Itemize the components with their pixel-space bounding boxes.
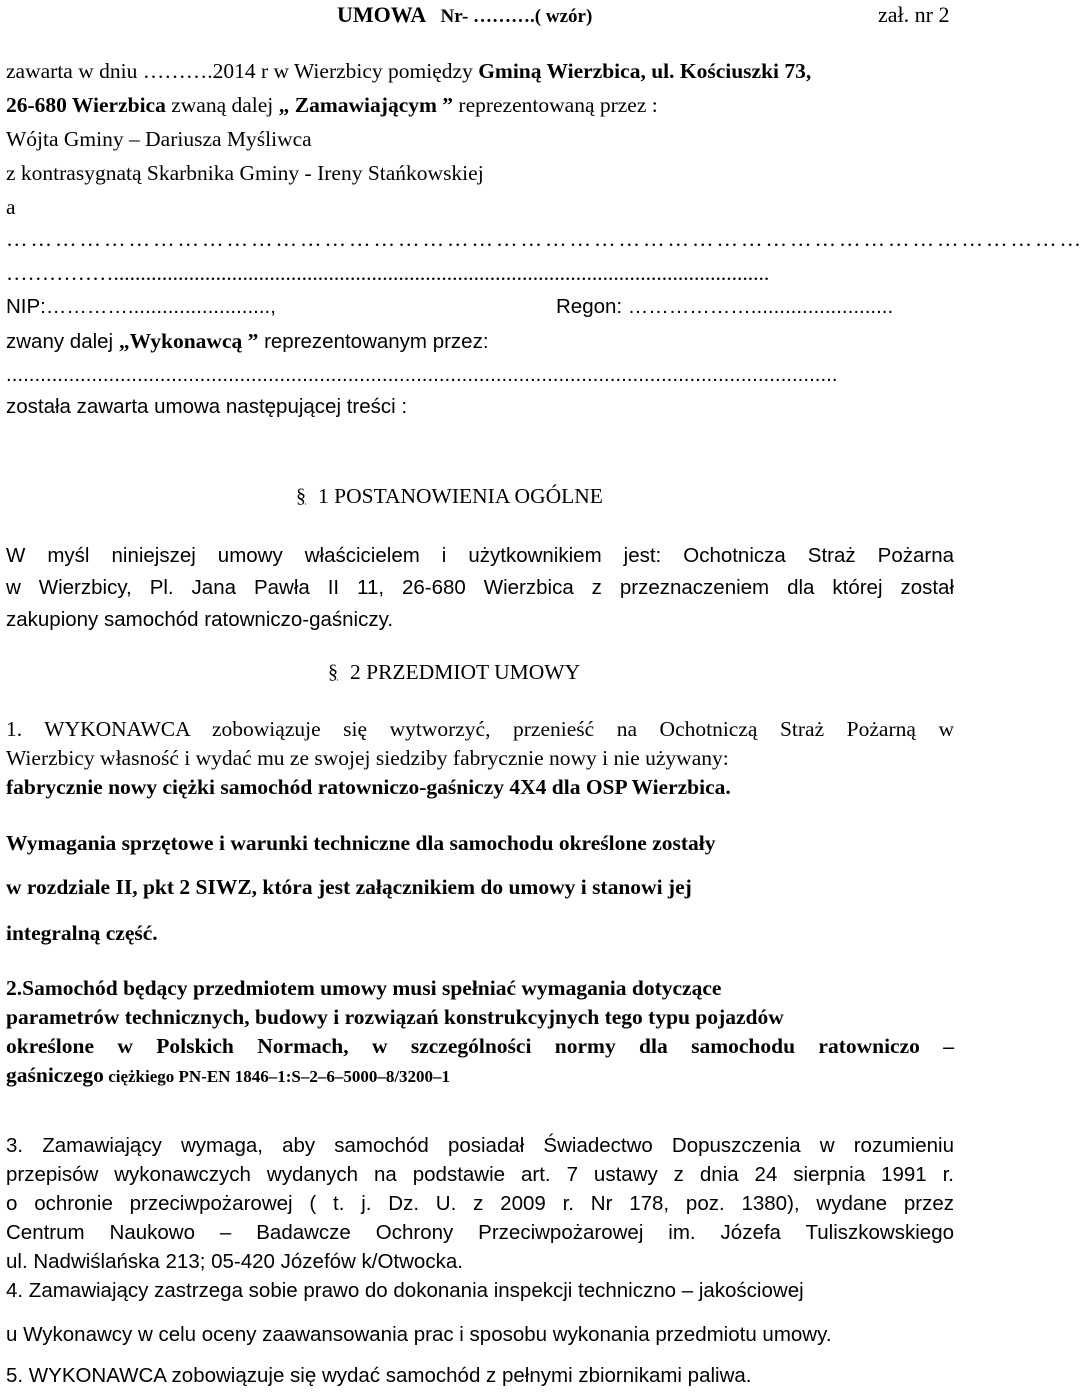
item-2-line-2: parametrów technicznych, budowy i rozwiązań konstrukcyjnych tego typu pojazdów [6,1005,784,1029]
parties-line-3: Wójta Gminy – Dariusza Myśliwca [6,127,312,151]
item-3-line-1: 3. Zamawiający wymaga, aby samochód posiadał Świadectwo Dopuszczenia w rozumieniu [6,1134,954,1157]
section-1-line-2: w Wierzbicy, Pl. Jana Pawła II 11, 26-680 Wierzbica z przeznaczeniem dla której został [6,576,954,599]
dots-line-2: …………….......................................................................................................................... [6,261,770,285]
regon-label: Regon: ………………......................... [556,295,894,318]
item-2-line-4: gaśniczego ciężkiego PN-EN 1846–1:S–2–6–5000–8/3200–1 [6,1063,451,1087]
item-3-line-3: o ochronie przeciwpożarowej ( t. j. Dz. U. z 2009 r. Nr 178, poz. 1380), wydane przez [6,1192,954,1215]
dots-line-3: .................................................................................................................................................. [6,363,838,386]
intro-line: została zawarta umowa następującej treści : [6,395,408,418]
parties-line-1: zawarta w dniu ……….2014 r w Wierzbicy pomiędzy Gminą Wierzbica, ul. Kościuszki 73, [6,59,812,83]
section-2-title: 2 PRZEDMIOT UMOWY [350,660,581,684]
item-4-line-1: 4. Zamawiający zastrzega sobie prawo do dokonania inspekcji techniczno – jakościowej [6,1279,804,1302]
item-5-line-1: 5. WYKONAWCA zobowiązuje się wydać samochód z pełnymi zbiornikami paliwa. [6,1364,752,1387]
attachment-label: zał. nr 2 [878,2,950,27]
item-2-line-3: określone w Polskich Normach, w szczególności normy dla samochodu ratowniczo – [6,1034,954,1058]
requirements-line-3: integralną część. [6,921,158,945]
item-2-line-1: 2.Samochód będący przedmiotem umowy musi spełniać wymagania dotyczące [6,976,722,1000]
item-1-line-3: fabrycznie nowy ciężki samochód ratowniczo-gaśniczy 4X4 dla OSP Wierzbica. [6,775,731,799]
item-3-line-2: przepisów wykonawczych wydanych na podstawie art. 7 ustawy z dnia 24 sierpnia 1991 r. [6,1163,954,1186]
paragraph-icon: § [296,485,306,507]
section-1-line-3: zakupiony samochód ratowniczo-gaśniczy. [6,608,394,631]
section-1-line-1: W myśl niniejszej umowy właścicielem i użytkownikiem jest: Ochotnicza Straż Pożarna [6,544,954,567]
nip-label: NIP:…………........................., [6,295,276,318]
requirements-line-1: Wymagania sprzętowe i warunki techniczne dla samochodu określone zostały [6,831,716,855]
section-1-heading [294,484,603,509]
document-title [337,2,592,28]
section-1-title: 1 POSTANOWIENIA OGÓLNE [318,484,603,508]
requirements-line-2: w rozdziale II, pkt 2 SIWZ, która jest załącznikiem do umowy i stanowi jej [6,875,692,899]
item-3-line-4: Centrum Naukowo – Badawcze Ochrony Przeciwpożarowej im. Józefa Tuliszkowskiego [6,1221,954,1244]
item-3-line-5: ul. Nadwiślańska 213; 05-420 Józefów k/Otwocka. [6,1250,463,1273]
dots-line-1: …………………………………………………………………………………………………………………… [6,227,1084,251]
item-1-line-1: 1. WYKONAWCA zobowiązuje się wytworzyć, przenieść na Ochotniczą Straż Pożarną w [6,717,954,741]
parties-line-4: z kontrasygnatą Skarbnika Gminy - Ireny Stańkowskiej [6,161,484,185]
wykonawca-line: zwany dalej „Wykonawcą ” reprezentowanym przez: [6,329,489,353]
item-4-line-2: u Wykonawcy w celu oceny zaawansowania prac i sposobu wykonania przedmiotu umowy. [6,1323,832,1346]
contract-number: Nr- ……….( wzór) [440,6,593,27]
section-2-heading [326,660,580,685]
parties-line-2: 26-680 Wierzbica zwaną dalej „ Zamawiającym ” reprezentowaną przez : [6,93,658,117]
item-1-line-2: Wierzbicy własność i wydać mu ze swojej siedziby fabrycznie nowy i nie używany: [6,746,729,770]
parties-line-5: a [6,195,16,219]
paragraph-icon: § [328,661,338,683]
title-umowa: UMOWA [337,2,425,27]
